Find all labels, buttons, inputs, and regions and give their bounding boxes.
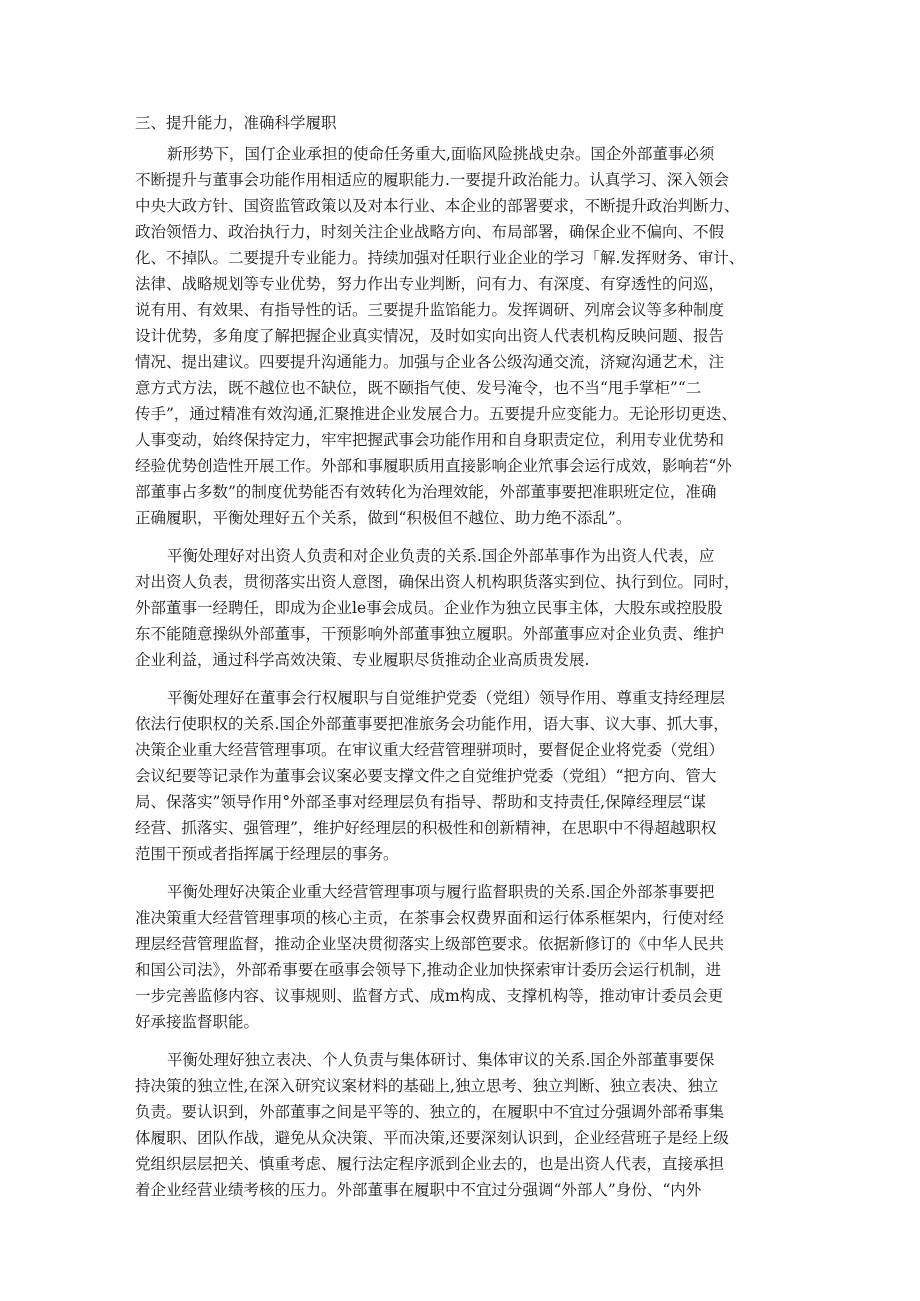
paragraph-line: 着企业经营业绩考核的压力。外部董事在履职中不宜过分强调“外部人”身份、“内外 xyxy=(135,1181,702,1199)
paragraph-line: 正确履职，平衡处理好五个关系，做到“积极但不越位、助力绝不添乱”。 xyxy=(135,509,632,527)
paragraph-line: 情况、提出建议。四要提升沟通能力。加强与企业各公级沟通交流，济窥沟通艺术，注 xyxy=(135,353,725,371)
paragraph-line: 理层经营管理监督，推动企业坚决贯彻落实上级部笆要求。依据新修订的《中华人民共 xyxy=(135,935,725,953)
paragraph-line: 一步完善监修内容、议事规则、监督方式、成m构成、支撑机构等，推动审计委员会更 xyxy=(135,987,724,1005)
paragraph-line: 意方式方法，既不越位也不缺位，既不颐指气使、发号淹令，也不当“甩手掌柜”“二 xyxy=(135,379,702,397)
paragraph xyxy=(135,685,785,867)
paragraph-line: 不断提升与董事会功能作用相适应的履职能力.一要提升政治能力。认真学习、深入领会 xyxy=(135,171,729,189)
paragraph-line: 经营、抓落实、强管理”，维护好经理层的积极性和创新精神，在思职中不得超越职权 xyxy=(135,819,717,837)
paragraph-line: 部董事占多数”的制度优势能否有效转化为治理效能，外部董事要把准职班定位，准确 xyxy=(135,483,717,501)
paragraph-list xyxy=(135,141,785,1203)
section-heading: 三、提升能力，准确科学履职 xyxy=(135,114,337,132)
paragraph-line: 平衡处理好决策企业重大经营管理事项与履行监督职贵的关系.国企外部茶事要把 xyxy=(167,883,715,901)
paragraph xyxy=(135,1047,785,1203)
paragraph-line: 持决策的独立性,在深入研究议案材料的基础上,独立思考、独立判断、独立表决、独立 xyxy=(135,1077,719,1095)
paragraph-line: 决策企业重大经营管理事项。在审议重大经营管理骈项时，要督促企业将党委（党组） xyxy=(135,741,725,759)
document-body xyxy=(135,110,785,1215)
paragraph-line: 体履职、团队作战，避免从众决策、平而决策,还要深刻认识到，企业经营班子是经上级 xyxy=(135,1129,729,1147)
paragraph xyxy=(135,879,785,1035)
paragraph-line: 政治领悟力、政治执行力，时刻关注企业战略方向、布局部署，确保企业不偏向、不假 xyxy=(135,223,725,241)
paragraph-line: 和国公司法》，外部希事要在亟事会领导下,推动企业加快探索审计委历会运行机制，进 xyxy=(135,961,722,979)
paragraph-line: 负责。要认识到，外部董事之间是平等的、独立的，在履职中不宜过分强调外部希事集 xyxy=(135,1103,725,1121)
paragraph-line: 依法行使职权的关系.国企外部董事要把准旅务会功能作用，语大事、议大事、抓大事， xyxy=(135,715,729,733)
paragraph-line: 局、保落实”领导作用°外部圣事对经理层负有指导、帮助和支持责任,保障经理层“谋 xyxy=(135,793,707,811)
paragraph-line: 平衡处理好独立表决、个人负责与集体研讨、集体审议的关系.国企外部董事要保 xyxy=(167,1051,715,1069)
paragraph-line: 新形势下，国仃企业承担的使命任务重大,面临风险挑战史杂。国企外部董事必须 xyxy=(167,145,715,163)
paragraph-line: 对出资人负表，贯彻落实出资人意图，确保出资人机构职货落实到位、执行到位。同时， xyxy=(135,573,740,591)
paragraph-line: 会议纪要等记录作为董事会议案必要支撑文件之自觉维护党委（党组）“把方向、管大 xyxy=(135,767,717,785)
paragraph-line: 经验优势创造性开展工作。外部和事履职质用直接影响企业笊事会运行成效，影响若“外 xyxy=(135,457,732,475)
paragraph-line: 中央大政方针、国资监管政策以及对本行业、本企业的部署要求，不断提升政治判断力、 xyxy=(135,197,740,215)
paragraph xyxy=(135,543,785,673)
paragraph-line: 党组织层层把关、慎重考虑、履行法定程序派到企业去的，也是出资人代表，直接承担 xyxy=(135,1155,725,1173)
paragraph-line: 好承接监督职能。 xyxy=(135,1013,260,1031)
paragraph-line: 范围干预或者指挥属于经理层的事务。 xyxy=(135,845,399,863)
paragraph-line: 外部董事一经聘任，即成为企业le事会成员。企业作为独立民事主体，大股东或控股股 xyxy=(135,599,723,617)
paragraph-line: 法律、战略规划等专业优势，努力作出专业判断，问有力、有深度、有穿透性的问巡， xyxy=(135,275,725,293)
paragraph-line: 传手”，通过精准有效沟通,汇聚推进企业发展合力。五要提升应变能力。无论形切更迭、 xyxy=(135,405,737,423)
paragraph-line: 准决策重大经营管理事项的核心主贡，在茶事会权费界面和运行体系框架内，行使对经 xyxy=(135,909,725,927)
paragraph-line: 平衡处理好对出资人负责和对企业负责的关系.国企外部革事作为出资人代表，应 xyxy=(167,547,715,565)
paragraph-line: 化、不掉队。二要提升专业能力。持续加强对任职行业企业的学习「解.发挥财务、审计、 xyxy=(135,249,745,267)
paragraph xyxy=(135,141,785,531)
paragraph-line: 说有用、有效果、有指导性的话。三要提升监馅能力。发挥调研、列席会议等多种制度 xyxy=(135,301,725,319)
paragraph-line: 东不能随意操纵外部董事，干预影响外部董事独立履职。外部董事应对企业负责、维护 xyxy=(135,625,725,643)
paragraph-line: 平衡处理好在董事会行权履职与自觉维护党委（党组）领导作用、尊重支持经理层 xyxy=(167,689,726,707)
paragraph-line: 人事变动，始终保持定力，牢牢把握武事会功能作用和自身职责定位，利用专业优势和 xyxy=(135,431,725,449)
paragraph-line: 企业利益，通过科学高效决策、专业履职尽货推动企业高质贵发展. xyxy=(135,651,590,669)
paragraph-line: 设计优势，多角度了解把握企业真实情况，及时如实向出资人代表机构反映问题、报告 xyxy=(135,327,725,345)
